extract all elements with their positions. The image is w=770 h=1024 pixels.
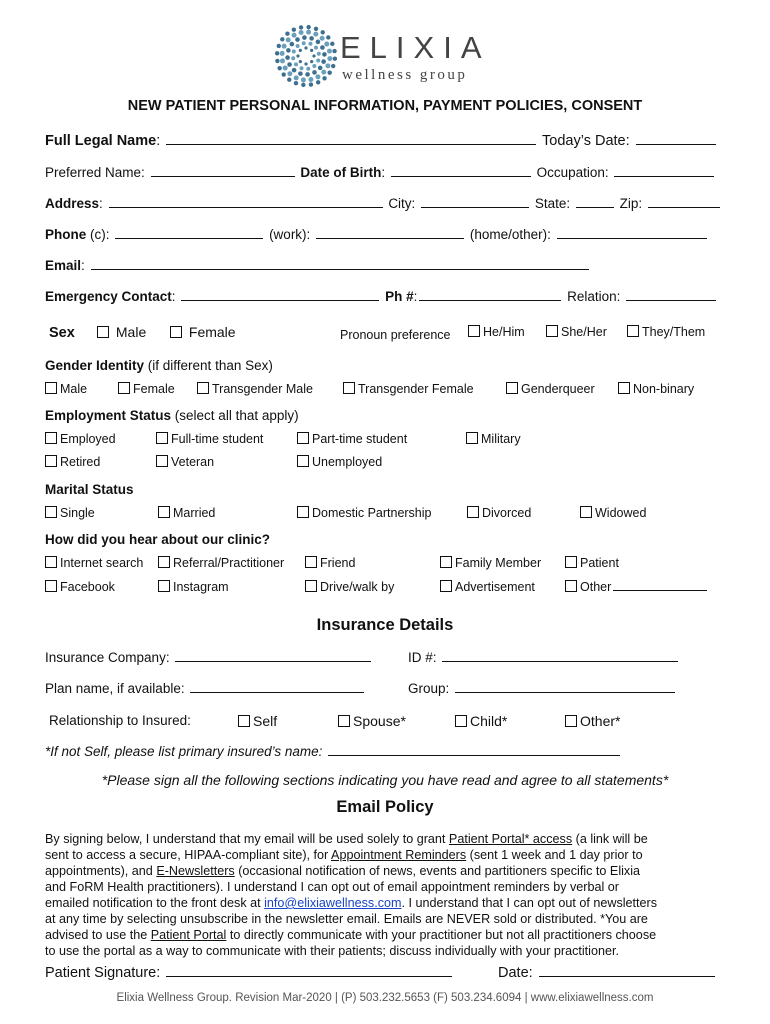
state-label: State: <box>534 196 571 211</box>
phone-cell-field[interactable] <box>115 226 263 239</box>
logo-dot <box>316 58 320 62</box>
logo-dot <box>301 77 306 82</box>
pronoun-hehim-checkbox[interactable] <box>468 325 480 337</box>
logo-dot <box>298 71 303 76</box>
logo-dot <box>320 36 325 41</box>
employment-checkbox[interactable] <box>45 455 57 467</box>
logo-dot <box>294 75 299 80</box>
dob-label: Date of Birth <box>300 165 382 180</box>
appointment-reminders-text: Appointment Reminders <box>331 848 467 862</box>
logo-dot <box>285 55 290 60</box>
footer: Elixia Wellness Group. Revision Mar-2020 | (P) 503.232.5653 (F) 503.234.6094 | www.elixiawellness.com <box>116 992 654 1004</box>
marital-checkbox[interactable] <box>467 506 479 518</box>
pronoun-sheher-label: She/Her <box>561 325 607 339</box>
referral-option[interactable] <box>158 580 229 594</box>
form-title: NEW PATIENT PERSONAL INFORMATION, PAYMENT POLICIES, CONSENT <box>127 98 643 114</box>
email-label: Email <box>45 258 82 273</box>
gender-checkbox[interactable] <box>197 382 209 394</box>
marital-option-label: Married <box>173 506 216 520</box>
insurance-company-label: Insurance Company: <box>45 650 170 665</box>
occupation-field[interactable] <box>614 164 714 177</box>
signature-row <box>45 964 454 981</box>
logo-dot <box>277 44 281 48</box>
referral-option-label: Other <box>580 580 612 594</box>
employment-option[interactable] <box>156 432 263 446</box>
marital-option[interactable] <box>297 506 432 520</box>
referral-checkbox[interactable] <box>565 556 577 568</box>
logo-dot <box>308 77 313 82</box>
logo-dot <box>313 32 318 37</box>
employment-option-label: Military <box>481 432 521 446</box>
state-field[interactable] <box>576 195 614 208</box>
logo-dot <box>302 35 307 40</box>
relationship-checkbox[interactable] <box>455 715 467 727</box>
logo-dot <box>327 71 331 75</box>
address-field[interactable] <box>109 195 383 208</box>
employment-checkbox[interactable] <box>466 432 478 444</box>
pronoun-sheher-option[interactable] <box>546 325 607 339</box>
logo-dot <box>294 81 298 85</box>
gender-option-label: Female <box>133 382 175 396</box>
patient-portal-text: Patient Portal <box>150 928 227 942</box>
logo-dot <box>287 77 291 81</box>
policy-text: appointments), and <box>45 864 157 878</box>
employment-checkbox[interactable] <box>297 432 309 444</box>
logo-dot <box>291 56 295 60</box>
preferred-name-field[interactable] <box>151 164 295 177</box>
relationship-option-label: Spouse* <box>353 713 406 729</box>
referral-option[interactable] <box>45 556 143 570</box>
employment-option-label: Part-time student <box>312 432 408 446</box>
policy-text: advised to use the <box>45 928 151 942</box>
dob-field[interactable] <box>391 164 531 177</box>
logo-dot <box>321 70 326 75</box>
group-row <box>408 680 677 696</box>
logo-dot <box>304 62 307 65</box>
logo-dot <box>282 44 287 49</box>
referral-other-option[interactable] <box>565 580 709 594</box>
logo-dot <box>287 62 292 67</box>
referral-option[interactable] <box>45 580 115 594</box>
employment-note: (select all that apply) <box>174 408 299 423</box>
occupation-label: Occupation: <box>536 165 609 180</box>
phone-other-label: (home/other): <box>469 227 551 242</box>
todays-date-field[interactable] <box>636 132 716 145</box>
gender-identity-label: Gender Identity <box>45 358 145 373</box>
referral-option[interactable] <box>440 556 541 570</box>
relation-label: Relation: <box>567 289 621 304</box>
primary-insured-field[interactable] <box>328 743 620 756</box>
marital-option-label: Single <box>60 506 95 520</box>
policy-text: (occasional notification of news, events and partitioners specific to Elixia <box>234 864 641 878</box>
gender-checkbox[interactable] <box>618 382 630 394</box>
gender-option-label: Transgender Female <box>358 382 474 396</box>
logo-dot <box>305 72 310 77</box>
patient-portal-access-text: Patient Portal* access <box>448 832 573 846</box>
logo-dot <box>295 37 300 42</box>
referral-option-label: Patient <box>580 556 619 570</box>
employment-checkbox[interactable] <box>45 432 57 444</box>
employment-option[interactable] <box>45 432 116 446</box>
logo-dot <box>275 59 279 63</box>
employment-option-label: Veteran <box>171 455 215 469</box>
logo-dot <box>315 74 320 79</box>
employment-heading <box>45 408 299 423</box>
referral-option-label: Instagram <box>173 580 229 594</box>
logo-dot <box>321 59 326 64</box>
todays-date-label: Today’s Date: <box>542 133 630 149</box>
logo-dot <box>304 46 307 49</box>
pronoun-sheher-checkbox[interactable] <box>546 325 558 337</box>
dot-spiral-logo-icon <box>274 24 338 88</box>
signature-date-field[interactable] <box>539 964 715 977</box>
logo-dot <box>280 51 285 56</box>
marital-option-label: Widowed <box>595 506 647 520</box>
phone-row <box>45 226 709 242</box>
sex-female-option[interactable] <box>170 324 236 340</box>
referral-option[interactable] <box>305 580 394 594</box>
gender-option-label: Non-binary <box>633 382 695 396</box>
sex-male-checkbox[interactable] <box>97 326 109 338</box>
employment-option-label: Full-time student <box>171 432 264 446</box>
signature-field[interactable] <box>166 964 452 977</box>
referral-checkbox[interactable] <box>565 580 577 592</box>
logo-dot <box>292 27 296 31</box>
marital-checkbox[interactable] <box>297 506 309 518</box>
logo-dot <box>299 25 303 29</box>
policy-text: By signing below, I understand that my email will be used solely to grant <box>45 832 449 846</box>
logo-dot <box>292 33 297 38</box>
logo-dot <box>283 65 288 70</box>
relationship-checkbox[interactable] <box>238 715 250 727</box>
employment-option[interactable] <box>466 432 521 446</box>
logo-dot <box>316 40 321 45</box>
gender-checkbox[interactable] <box>506 382 518 394</box>
signature-date-label: Date: <box>498 965 533 981</box>
marital-option[interactable] <box>158 506 215 520</box>
insurance-company-field[interactable] <box>175 649 371 662</box>
logo-dot <box>322 52 327 57</box>
logo-dot <box>314 27 318 31</box>
referral-option-label: Internet search <box>60 556 144 570</box>
full-legal-name-label: Full Legal Name <box>45 133 157 149</box>
gender-identity-note: (if different than Sex) <box>147 358 273 373</box>
pronoun-theythem-label: They/Them <box>642 325 706 339</box>
emergency-phone-label: Ph # <box>385 289 414 304</box>
referral-option-label: Referral/Practitioner <box>173 556 285 570</box>
info-email-link[interactable]: info@elixiawellness.com <box>264 896 402 910</box>
pronoun-hehim-label: He/Him <box>483 325 525 339</box>
logo-dot <box>299 49 302 52</box>
logo-dot <box>299 60 302 63</box>
logo <box>274 24 504 88</box>
plan-name-row <box>45 680 366 696</box>
relationship-option[interactable] <box>338 713 406 729</box>
logo-dot <box>327 56 332 61</box>
city-label: City: <box>388 196 416 211</box>
referral-option-label: Friend <box>320 556 356 570</box>
emergency-phone-field[interactable] <box>419 288 561 301</box>
logo-dot <box>326 35 330 39</box>
email-row: Email: <box>45 257 591 273</box>
logo-dot <box>286 48 291 53</box>
logo-dot <box>306 30 311 35</box>
employment-checkbox[interactable] <box>156 455 168 467</box>
email-policy-text <box>45 831 657 959</box>
relationship-option[interactable] <box>455 713 507 729</box>
gender-option[interactable] <box>45 382 87 396</box>
logo-dot <box>290 42 295 47</box>
relationship-option-label: Child* <box>470 713 508 729</box>
referral-checkbox[interactable] <box>158 556 170 568</box>
email-field[interactable] <box>91 257 589 270</box>
emergency-contact-label: Emergency Contact <box>45 289 172 304</box>
logo-dot <box>287 71 292 76</box>
logo-dot <box>302 41 306 45</box>
gender-option[interactable] <box>618 382 694 396</box>
logo-dot <box>282 72 286 76</box>
primary-insured-row <box>45 743 622 759</box>
gender-checkbox[interactable] <box>118 382 130 394</box>
email-policy-heading: Email Policy <box>336 798 434 816</box>
logo-dot <box>320 45 325 50</box>
policy-text: (sent 1 week and 1 day prior to <box>466 848 643 862</box>
logo-dot <box>300 66 304 70</box>
insurance-id-label: ID #: <box>408 650 437 665</box>
referral-option-label: Advertisement <box>455 580 535 594</box>
marital-option-label: Domestic Partnership <box>312 506 432 520</box>
primary-insured-label: *If not Self, please list primary insured’s name: <box>45 744 323 759</box>
policy-text: sent to access a secure, HIPAA-compliant site), for <box>45 848 332 862</box>
pronoun-label: Pronoun preference <box>340 328 451 342</box>
phone-cell-label: (c): <box>90 227 110 242</box>
employment-option-label: Employed <box>60 432 116 446</box>
emergency-contact-field[interactable] <box>181 288 379 301</box>
relationship-option-label: Self <box>253 713 278 729</box>
logo-dot <box>285 32 289 36</box>
employment-option[interactable] <box>156 455 214 469</box>
logo-dot <box>312 64 316 68</box>
sex-label: Sex <box>49 325 75 341</box>
full-legal-name-field[interactable] <box>166 132 536 145</box>
relationship-label: Relationship to Insured: <box>49 713 191 728</box>
gender-option-label: Genderqueer <box>521 382 595 396</box>
referral-checkbox[interactable] <box>45 580 57 592</box>
gender-checkbox[interactable] <box>343 382 355 394</box>
policy-text: to use the portal as a way to communicate with their patients; discuss individually with your practitioner. <box>45 944 619 958</box>
referral-checkbox[interactable] <box>440 556 452 568</box>
employment-option-label: Unemployed <box>312 455 383 469</box>
gender-option[interactable] <box>506 382 595 396</box>
policy-text: at any time by selecting unsubscribe in the newsletter email. Emails are NEVER sold or distributed. *You are <box>45 912 648 926</box>
phone-label: Phone <box>45 227 87 242</box>
referral-checkbox[interactable] <box>158 580 170 592</box>
sex-male-option[interactable] <box>97 324 146 340</box>
logo-dot <box>294 62 298 66</box>
full-legal-name-row: Full Legal Name: Today’s Date: <box>45 132 718 149</box>
logo-dot <box>306 25 310 29</box>
referral-checkbox[interactable] <box>305 580 317 592</box>
marital-checkbox[interactable] <box>158 506 170 518</box>
preferred-name-label: Preferred Name: <box>45 165 145 180</box>
plan-name-label: Plan name, if available: <box>45 681 185 696</box>
gender-option[interactable] <box>197 382 313 396</box>
logo-dot <box>333 56 337 60</box>
relationship-checkbox[interactable] <box>565 715 577 727</box>
logo-dot <box>309 82 313 86</box>
employment-label: Employment Status <box>45 408 172 423</box>
referral-option-label: Family Member <box>455 556 542 570</box>
employment-checkbox[interactable] <box>156 432 168 444</box>
gender-option-label: Male <box>60 382 88 396</box>
relationship-checkbox[interactable] <box>338 715 350 727</box>
e-newsletters-text: E-Newsletters <box>156 864 235 878</box>
logo-dot <box>312 54 315 57</box>
insurance-id-row <box>408 649 680 665</box>
referral-other-field[interactable] <box>613 580 707 591</box>
gender-option-label: Transgender Male <box>212 382 313 396</box>
sign-instruction: *Please sign all the following sections indicating you have read and agree to all statements* <box>101 772 669 788</box>
sex-female-checkbox[interactable] <box>170 326 182 338</box>
logo-dot <box>296 54 299 57</box>
pronoun-hehim-option[interactable] <box>468 325 525 339</box>
pronoun-theythem-checkbox[interactable] <box>627 325 639 337</box>
emergency-contact-row: Emergency Contact: Ph #: Relation: <box>45 288 718 304</box>
referral-option-label: Facebook <box>60 580 115 594</box>
policy-text: to directly communicate with your practitioner but not all practitioners choose <box>226 928 657 942</box>
logo-dot <box>275 51 279 55</box>
logo-dot <box>299 30 304 35</box>
relationship-option[interactable] <box>565 713 620 729</box>
logo-dot <box>292 68 297 73</box>
group-field[interactable] <box>455 680 675 693</box>
logo-dot <box>286 37 291 42</box>
referral-checkbox[interactable] <box>305 556 317 568</box>
insurance-company-row <box>45 649 373 665</box>
phone-work-label: (work): <box>269 227 311 242</box>
gender-option[interactable] <box>118 382 175 396</box>
referral-option-label: Drive/walk by <box>320 580 395 594</box>
logo-dot <box>327 49 332 54</box>
city-field[interactable] <box>421 195 529 208</box>
marital-option[interactable] <box>580 506 646 520</box>
logo-dot <box>330 42 334 46</box>
gender-checkbox[interactable] <box>45 382 57 394</box>
employment-option[interactable] <box>297 432 407 446</box>
referral-heading: How did you hear about our clinic? <box>45 532 271 547</box>
logo-dot <box>316 80 320 84</box>
logo-dot <box>318 66 323 71</box>
logo-dot <box>324 42 329 47</box>
group-label: Group: <box>408 681 450 696</box>
logo-dot <box>306 67 310 71</box>
sex-male-label: Male <box>115 324 147 340</box>
employment-option-label: Retired <box>60 455 101 469</box>
logo-dot <box>292 50 296 54</box>
referral-option[interactable] <box>305 556 355 570</box>
marital-heading: Marital Status <box>45 482 134 497</box>
employment-option[interactable] <box>45 455 100 469</box>
preferred-name-row: Preferred Name: Date of Birth: Occupation: <box>45 164 716 180</box>
referral-option[interactable] <box>565 556 619 570</box>
logo-dot <box>314 46 318 50</box>
logo-dot <box>280 37 284 41</box>
logo-dot <box>309 36 314 41</box>
phone-other-field[interactable] <box>557 226 707 239</box>
address-row: Address: City: State: Zip: <box>45 195 722 211</box>
relationship-option[interactable] <box>238 713 277 729</box>
phone-work-field[interactable] <box>316 226 464 239</box>
referral-checkbox[interactable] <box>440 580 452 592</box>
policy-text: . I understand that I can opt out of newsletters <box>401 896 658 910</box>
logo-dot <box>317 52 321 56</box>
logo-tagline: wellness group <box>342 67 468 83</box>
plan-name-field[interactable] <box>190 680 364 693</box>
employment-option[interactable] <box>297 455 382 469</box>
marital-option[interactable] <box>45 506 95 520</box>
relationship-option-label: Other* <box>580 713 621 729</box>
referral-option[interactable] <box>158 556 284 570</box>
logo-dot <box>280 58 285 63</box>
logo-dot <box>322 76 326 80</box>
policy-text: and FoRM Health practitioners). I understand I can opt out of email appointment reminders by verbal or <box>45 880 620 894</box>
logo-dot <box>310 49 313 52</box>
marital-option-label: Divorced <box>482 506 532 520</box>
address-label: Address <box>45 196 100 211</box>
logo-dot <box>296 44 300 48</box>
logo-dot <box>312 70 317 75</box>
marital-checkbox[interactable] <box>45 506 57 518</box>
logo-dot <box>310 60 313 63</box>
logo-name: ELIXIA <box>340 30 491 65</box>
policy-text: (a link will be <box>572 832 648 846</box>
zip-label: Zip: <box>619 196 643 211</box>
logo-dot <box>277 66 281 70</box>
sex-female-label: Female <box>188 324 236 340</box>
policy-text: emailed notification to the front desk at <box>45 896 265 910</box>
signature-date-row <box>498 964 717 981</box>
referral-option[interactable] <box>440 580 535 594</box>
marital-option[interactable] <box>467 506 531 520</box>
gender-option[interactable] <box>343 382 474 396</box>
referral-checkbox[interactable] <box>45 556 57 568</box>
gender-identity-heading <box>45 358 273 373</box>
logo-dot <box>332 49 336 53</box>
employment-checkbox[interactable] <box>297 455 309 467</box>
logo-dot <box>325 63 330 68</box>
signature-label: Patient Signature: <box>45 965 161 981</box>
logo-dot <box>308 42 312 46</box>
logo-dot <box>321 30 325 34</box>
zip-field[interactable] <box>648 195 720 208</box>
insurance-heading: Insurance Details <box>316 616 454 634</box>
marital-checkbox[interactable] <box>580 506 592 518</box>
logo-dot <box>331 64 335 68</box>
logo-dot <box>301 83 305 87</box>
pronoun-theythem-option[interactable] <box>627 325 705 339</box>
relation-field[interactable] <box>626 288 716 301</box>
insurance-id-field[interactable] <box>442 649 678 662</box>
